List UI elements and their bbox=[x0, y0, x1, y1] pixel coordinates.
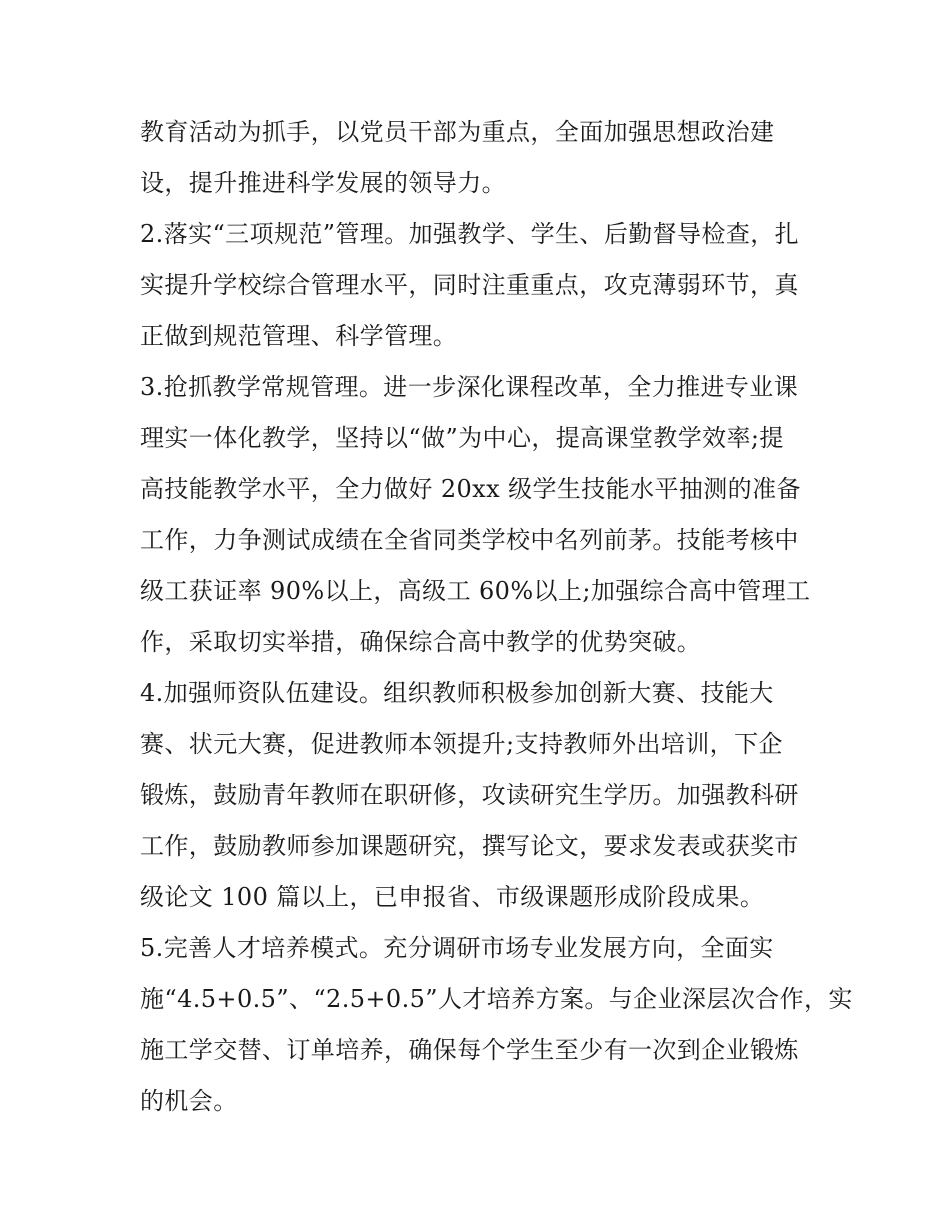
text-line: 2.落实“三项规范”管理。加强教学、学生、后勤督导检查，扎 bbox=[140, 220, 800, 248]
text-line: 教育活动为抓手，以党员干部为重点，全面加强思想政治建 bbox=[140, 118, 775, 146]
text-line: 正做到规范管理、科学管理。 bbox=[140, 322, 458, 350]
text-line: 施工学交替、订单培养，确保每个学生至少有一次到企业锻炼 bbox=[140, 1036, 799, 1064]
text-line: 高技能教学水平，全力做好 20xx 级学生技能水平抽测的准备 bbox=[140, 475, 801, 503]
text-line: 赛、状元大赛，促进教师本领提升;支持教师外出培训，下企 bbox=[140, 730, 783, 758]
text-line: 3.抢抓教学常规管理。进一步深化课程改革，全力推进专业课 bbox=[140, 373, 799, 401]
text-line: 5.完善人才培养模式。充分调研市场专业发展方向，全面实 bbox=[140, 934, 774, 962]
text-line: 级工获证率 90%以上，高级工 60%以上;加强综合高中管理工 bbox=[140, 577, 811, 605]
text-line: 工作，鼓励教师参加课题研究，撰写论文，要求发表或获奖市 bbox=[140, 832, 799, 860]
text-line: 实提升学校综合管理水平，同时注重重点，攻克薄弱环节，真 bbox=[140, 271, 799, 299]
text-line: 4.加强师资队伍建设。组织教师积极参加创新大赛、技能大 bbox=[140, 679, 774, 707]
text-line: 工作，力争测试成绩在全省同类学校中名列前茅。技能考核中 bbox=[140, 526, 799, 554]
text-line: 设，提升推进科学发展的领导力。 bbox=[140, 169, 506, 197]
text-line: 级论文 100 篇以上，已申报省、市级课题形成阶段成果。 bbox=[140, 883, 765, 911]
text-line: 作，采取切实举措，确保综合高中教学的优势突破。 bbox=[140, 628, 702, 656]
document-body-text bbox=[140, 107, 853, 1127]
text-line: 施“4.5+0.5”、“2.5+0.5”人才培养方案。与企业深层次合作，实 bbox=[140, 985, 853, 1013]
text-line: 的机会。 bbox=[140, 1087, 238, 1115]
text-line: 理实一体化教学，坚持以“做”为中心，提高课堂教学效率;提 bbox=[140, 424, 784, 452]
text-line: 锻炼，鼓励青年教师在职研修，攻读研究生学历。加强教科研 bbox=[140, 781, 799, 809]
